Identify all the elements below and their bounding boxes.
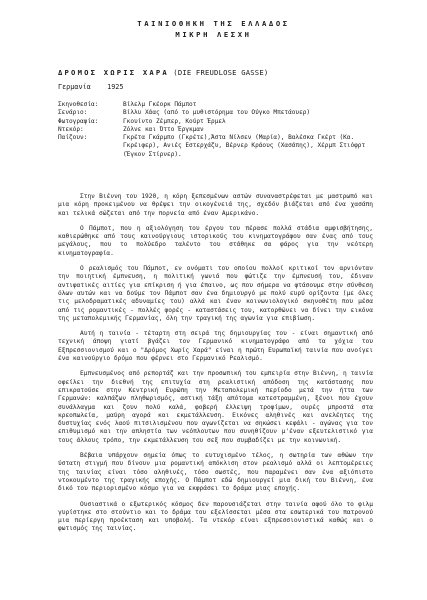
film-meta xyxy=(58,83,124,91)
credit-row xyxy=(58,126,388,134)
paragraph: Ουσιαστικά ο εξωτερικός κόσμος δεν παρουσιάζεται στην ταινία αφού όλο το φιλμ γυρίστηκε στο στούντιο και το δράμα του εξελίσσεται μέσα στα εσωτερικά του πατρονού μια περίεργη προέκταση και υποβολή. Τα ντεκόρ είναι εξπρεσσιονιστικά καθώς και ο φωτισμός της ταινίας. xyxy=(58,500,373,533)
archive-name: ΤΑΙΝΙΟΘΗΚΗ ΤΗΣ ΕΛΛΑΔΟΣ xyxy=(137,19,290,28)
credit-value: Γκρέτα Γκάρμπο (Γκρέτε),Άστα Νίλσεν (Μαρία), Βαλέσκα Γκέρτ (Κα. Γκρέιφερ), Ανιές Εστερχάζυ, Βέρνερ Κράους (Χασάπης), Χέρμπ Στιόφρτ (Έγκον Στίρνερ). xyxy=(123,134,366,158)
credits-block xyxy=(58,101,388,159)
film-year: 1925 xyxy=(107,83,124,91)
article-body xyxy=(58,193,373,541)
paragraph: Ο Πάμποτ, που η αξιολόγηση του έργου του πέρασε πολλά στάδια αμφισβήτησης, καθιερώθηκε από τους καινούργιους ιστορικούς του κινηματογράφου σαν ένας από τους μεγάλους, που το πολύεδρο ταλέντο του στάθηκε σα φάρος για την νεότερη κινηματογραφία. xyxy=(58,224,373,257)
credit-label: Ντεκόρ: xyxy=(58,125,84,133)
credit-row xyxy=(58,134,388,159)
film-country: Γερμανία xyxy=(58,83,91,91)
credit-value: Βίλελμ Γκέορκ Πάμποτ xyxy=(123,101,197,108)
credit-label: Παίζουν: xyxy=(58,134,88,142)
credit-value: Γκουίντο Ζέμπερ, Κούρτ Έρμελ xyxy=(123,117,226,125)
credit-value: Ζόλνε και Όττο Έργκμαν xyxy=(123,125,204,133)
film-title: ΔΡΟΜΟΣ ΧΩΡΙΣ ΧΑΡΑ xyxy=(58,68,169,77)
paragraph: Εμπνευσμένος από ρεπορτάζ και την προσωπική του εμπειρία στην Βιέννη, η ταινία οφείλει την διεθνή της επιτυχία στη ρεαλιστική απόδοση της κατάστασης που επικρατούσε στην Κεντρική Ευρώπη την Μεταπολεμική περίοδο μετά την ήττα των Γερμανών: καλπάζων πληθωρισμός, αστική τάξη απότομα κατεστραμμένη, ξένοι που έχουν συνάλλαγμα και ζουν πολύ καλά, φοβερή έλλειψη τροφίμων, ουρές μπροστά στα κρεοπωλεία, μαύρη αγορά και εκμετάλλευση. Εικόνες αληθινές και ανελέητες της δυστυχίας ενός λαού πιτσιλισμένου που αγωνίζεται να σηκώσει κεφάλι - αγώνας για τον επιθυμισμό και την απληστία των νεόπλουτων που συνηθίζουν μ'έναν εξευτελιστικό για τους άλλους τρόπο, την εκμετάλλευση του σεξ που συμβαδίζει με την κοινωνική. xyxy=(58,370,373,444)
club-name: ΜΙΚΡΗ ΛΕΣΧΗ xyxy=(175,30,252,39)
original-title: (DIE FREUDLOSE GASSE) xyxy=(173,68,269,77)
paragraph: Ο ρεαλισμός του Πάμποτ, εν ονόματι του οποίου πολλοί κριτικοί τον αρνιόνταν την ποιητική έμπνευση, η πολιτική γωνιά που φώτιζε την έμπνευσή του, έδιναν αντιφατικές αιτίες για επίκριση ή για έπαινο, ως που σήμερα να φτάσουμε στην σύνθεση όλων αυτών και να δούμε τον Πάμποτ σαν ένα δημιουργό με πολύ ευρύ ορίζοντα (με όλες τις μελοδραματικές αδυναμίες του) αλλά και έναν κοινωνιολογικό σκηνοθέτη που μέσα από τις ρομαντικές - πολλές φορές - καταστάσεις του, κατορθώνει να δίνει την εικόνα της μεταπολεμικής Γερμανίας, όλη την τραγική της αγωνία για επιβίωση. xyxy=(58,265,373,322)
film-title-line xyxy=(58,68,268,77)
credit-label: Σενάριο: xyxy=(58,109,88,117)
credit-label: Σκηνοθεσία: xyxy=(58,101,99,108)
credit-label: Φωτογραφία: xyxy=(58,117,99,125)
paragraph: Αυτή η ταινία - τέταρτη στη σειρά της δημιουργίας του - είναι σημαντική από τεχνική άποψη γιατί βγάζει τον Γερμανικό κινηματογράφο από τα χόχια του Εξπρεσσιονισμού και ο "Δρόμος Χωρίς Χαρά" είναι η πρώτη Ευρωπαϊκή ταινία που ανοίγει ένα καινούργιο δρόμο που φέρνει στο Γερμανικό Ρεαλισμό. xyxy=(58,330,373,363)
credit-value: Βίλλυ Χάας (από το μυθιστόρημα του Ούγκο Μπετάουερ) xyxy=(123,109,311,117)
paragraph: Βέβαια υπάρχουν σημεία όπως το ευτυχισμένο τέλος, η σωτηρία των αθώων την ύστατη στιγμή που δίνουν μια ρομαντική απόκλιση στον ρεαλισμό αλλά οι λεπτομέρειες της ταινίας είναι τόσο αληθινές, τόσο σωστές, που παραμένει σαν ένα αξιόπιστο ντοκουμέντο της τραγικής εποχής. Ο Πάμποτ εδώ δημιουργεί μια δική του Βιέννη, ένα δικό του περιορισμένο κόσμο για να εκφράσει το δράμα μιας εποχής. xyxy=(58,452,373,493)
credit-row xyxy=(58,118,388,126)
paragraph: Στην Βιέννη του 1920, η κόρη ξεπεσμένων αστών συναναστρέφεται με μαστρωπό και μια κόρη προκειμένου να θρέψει την οικογένειά της, σχεδόν βιάζεται από ένα χασάπη και τελικά σώζεται από την πορνεία από έναν Αμερικάνο. xyxy=(58,193,373,217)
credit-row xyxy=(58,109,388,117)
